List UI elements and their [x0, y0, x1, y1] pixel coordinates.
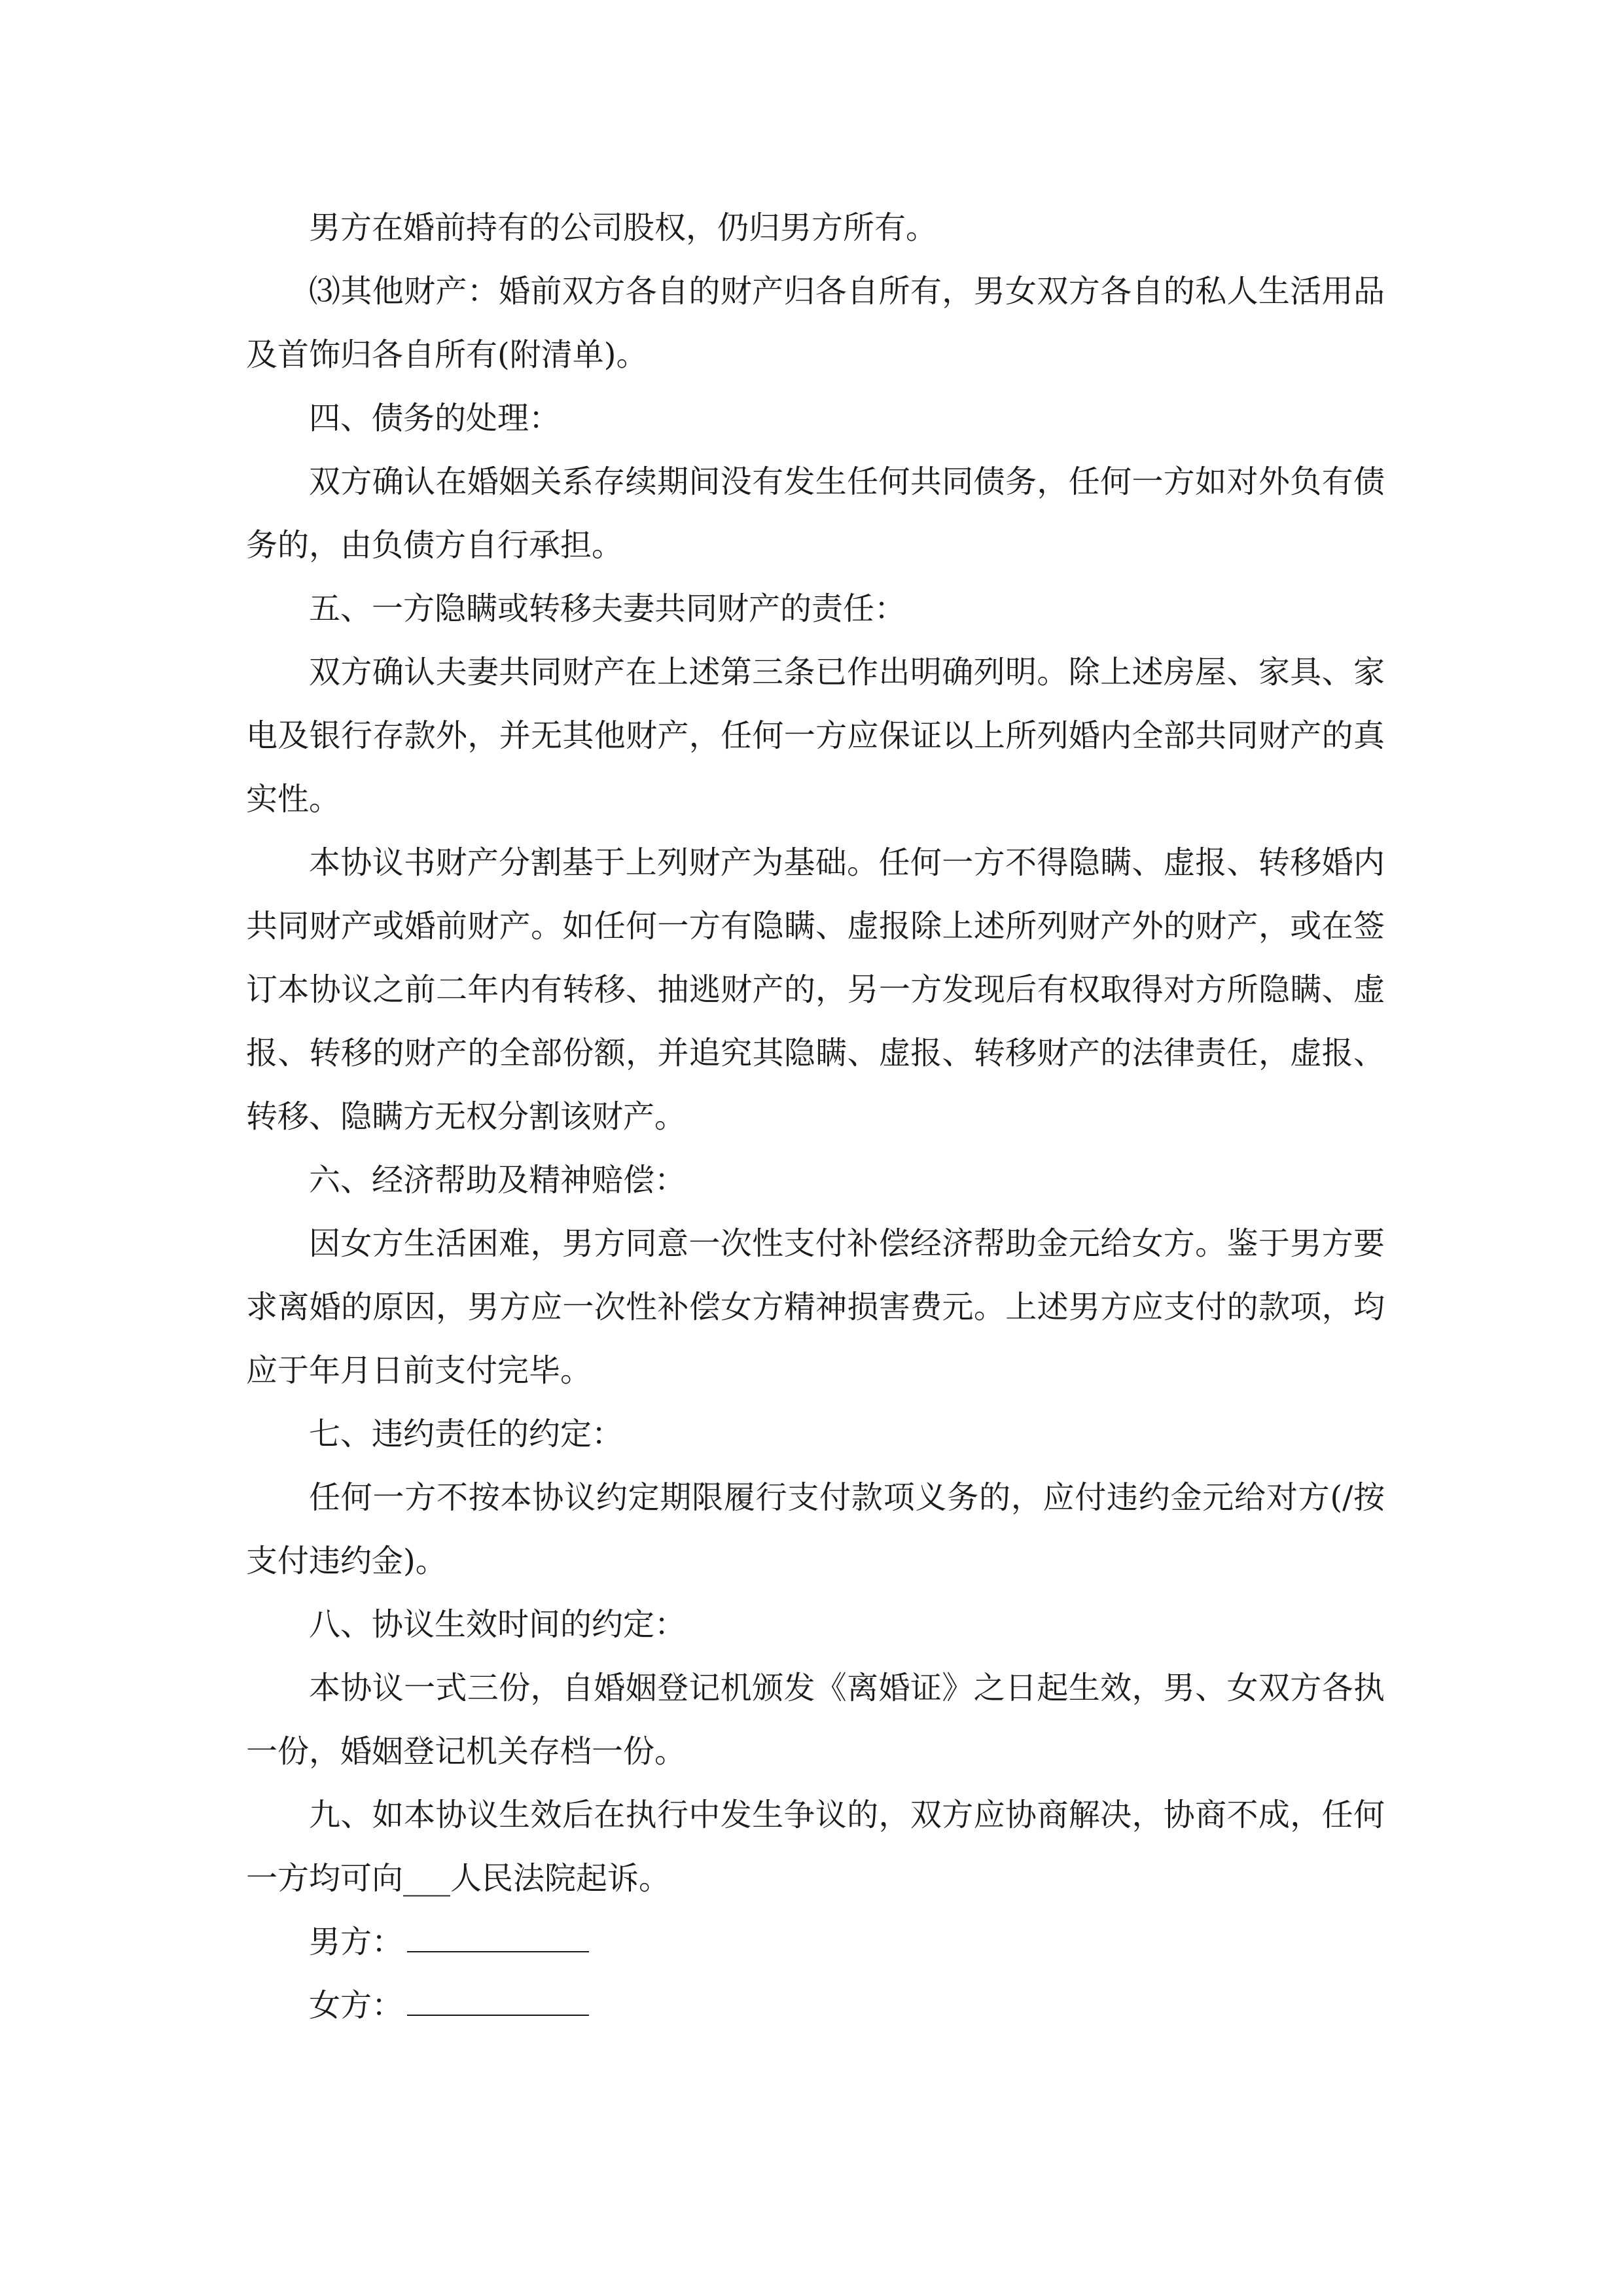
paragraph-joint-property-confirmation: 双方确认夫妻共同财产在上述第三条已作出明确列明。除上述房屋、家具、家电及银行存款外，并无其他财产，任何一方应保证以上所列婚内全部共同财产的真实性。 — [246, 654, 1385, 817]
signature-male-label: 男方： — [309, 1924, 404, 1960]
paragraph-property-division: 本协议书财产分割基于上列财产为基础。任何一方不得隐瞒、虚报、转移婚内共同财产或婚前财产。如任何一方有隐瞒、虚报除上述所列财产外的财产，或在签订本协议之前二年内有转移、抽逃财产的，另一方发现后有权取得对方所隐瞒、虚报、转移的财产的全部份额，并追究其隐瞒、虚报、转移财产的法律责任，虚报、转移、隐瞒方无权分割该财产。 — [246, 844, 1385, 1135]
document-page — [246, 196, 1385, 2037]
signature-male — [246, 1910, 1385, 1974]
signature-male-blank — [407, 1912, 589, 1952]
paragraph-male-equity: 男方在婚前持有的公司股权，仍归男方所有。 — [309, 209, 938, 246]
signature-female — [246, 1974, 1385, 2037]
paragraph-dispute: 九、如本协议生效后在执行中发生争议的，双方应协商解决，协商不成，任何一方均可向___人民法院起诉。 — [246, 1797, 1385, 1897]
paragraph-breach: 任何一方不按本协议约定期限履行支付款项义务的，应付违约金元给对方(/按支付违约金)。 — [246, 1479, 1385, 1579]
heading-breach-liability: 七、违约责任的约定： — [309, 1416, 624, 1452]
signature-female-label: 女方： — [309, 1987, 404, 2024]
paragraph-compensation: 因女方生活困难，男方同意一次性支付补偿经济帮助金元给女方。鉴于男方要求离婚的原因，男方应一次性补偿女方精神损害费元。上述男方应支付的款项，均应于年月日前支付完毕。 — [246, 1225, 1385, 1389]
paragraph-debt: 双方确认在婚姻关系存续期间没有发生任何共同债务，任何一方如对外负有债务的，由负债方自行承担。 — [246, 463, 1385, 564]
paragraph-effective: 本协议一式三份，自婚姻登记机颁发《离婚证》之日起生效，男、女双方各执一份，婚姻登记机关存档一份。 — [246, 1670, 1385, 1770]
heading-debt-handling: 四、债务的处理： — [309, 400, 561, 437]
signature-female-blank — [407, 1975, 589, 2016]
heading-concealment-liability: 五、一方隐瞒或转移夫妻共同财产的责任： — [309, 590, 906, 627]
paragraph-other-property: ⑶其他财产：婚前双方各自的财产归各自所有，男女双方各自的私人生活用品及首饰归各自所有(附清单)。 — [246, 273, 1385, 373]
heading-economic-compensation: 六、经济帮助及精神赔偿： — [309, 1162, 687, 1198]
heading-effective-time: 八、协议生效时间的约定： — [309, 1606, 687, 1643]
